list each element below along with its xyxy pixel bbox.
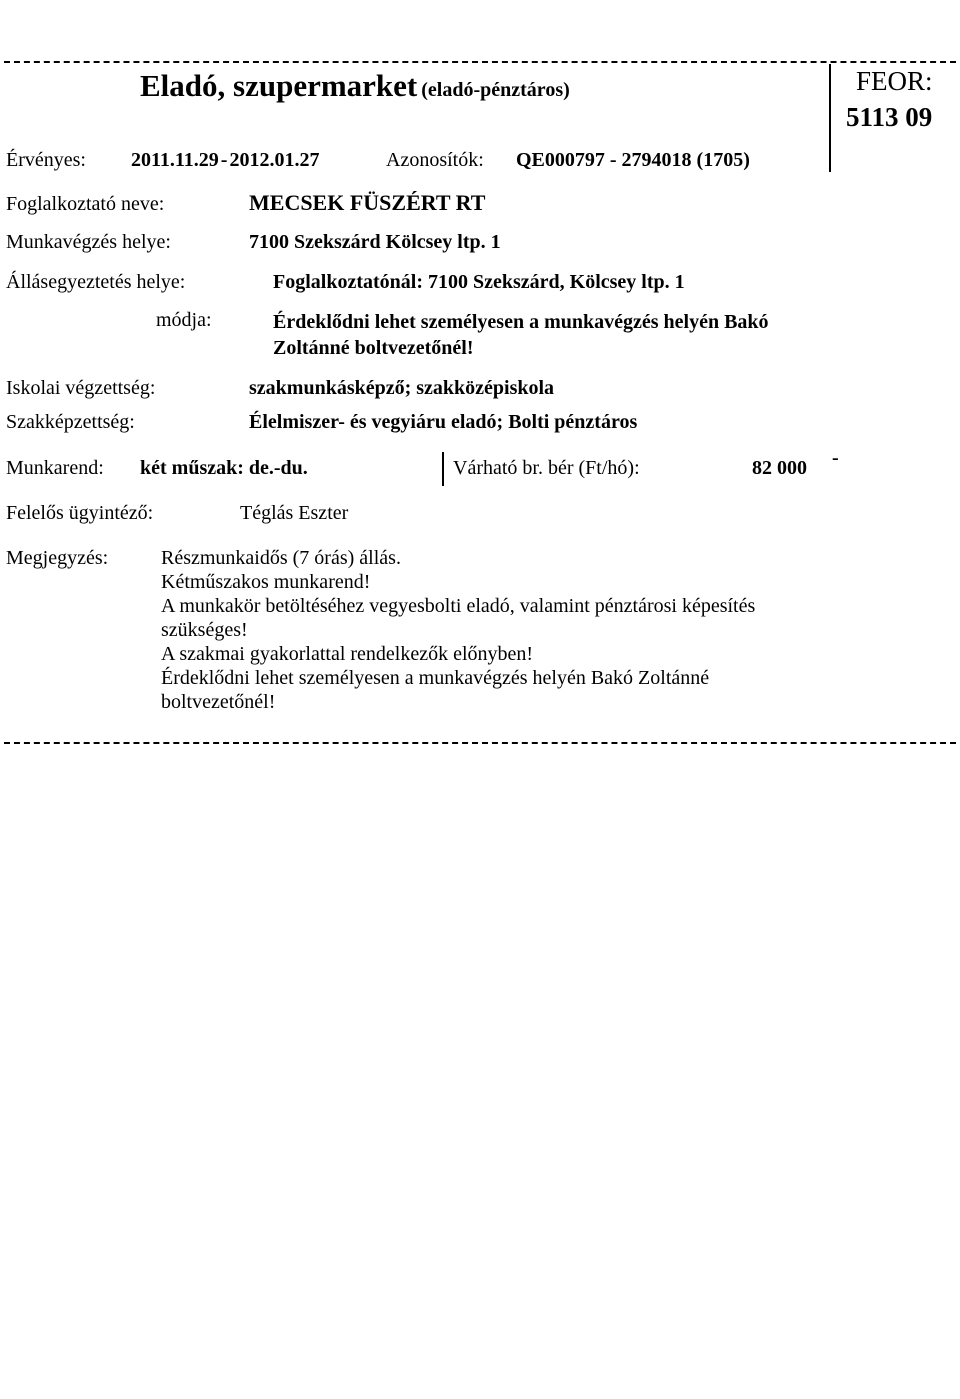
interview-method-line-1: Érdeklődni lehet személyesen a munkavégzés helyén Bakó bbox=[273, 311, 769, 333]
top-dashed-separator bbox=[4, 61, 956, 63]
feor-label: FEOR: bbox=[856, 66, 933, 96]
validity-dates bbox=[131, 150, 319, 170]
interview-method-line-2: Zoltánné boltvezetőnél! bbox=[273, 337, 474, 359]
school-label: Iskolai végzettség: bbox=[6, 377, 156, 399]
interview-method-label: módja: bbox=[156, 309, 212, 331]
salary-dash: - bbox=[832, 447, 839, 469]
employer-name: MECSEK FÜSZÉRT RT bbox=[249, 190, 486, 215]
contact-name: Téglás Eszter bbox=[240, 502, 349, 524]
salary-label: Várható br. bér (Ft/hó): bbox=[453, 457, 640, 479]
interview-place-label: Állásegyeztetés helye: bbox=[6, 271, 186, 293]
bottom-dashed-separator bbox=[4, 742, 956, 744]
employer-name-label: Foglalkoztató neve: bbox=[6, 193, 165, 215]
identifiers-label: Azonosítók: bbox=[386, 149, 484, 171]
validity-from: 2011.11.29 bbox=[131, 149, 219, 171]
job-title-suffix: (eladó-pénztáros) bbox=[421, 79, 570, 101]
validity-separator: - bbox=[220, 149, 228, 171]
job-title-row bbox=[140, 70, 570, 101]
contact-label: Felelős ügyintéző: bbox=[6, 502, 154, 524]
workplace-value: 7100 Szekszárd Kölcsey ltp. 1 bbox=[249, 231, 501, 253]
workplace-label: Munkavégzés helye: bbox=[6, 231, 171, 253]
identifiers-value: QE000797 - 2794018 (1705) bbox=[516, 149, 750, 171]
school-value: szakmunkásképző; szakközépiskola bbox=[249, 377, 555, 399]
note-line: Érdeklődni lehet személyesen a munkavégzés helyén Bakó Zoltánné bbox=[161, 667, 710, 689]
notes-body bbox=[161, 546, 755, 714]
schedule-label: Munkarend: bbox=[6, 457, 104, 479]
feor-divider bbox=[829, 64, 831, 172]
note-line: A szakmai gyakorlattal rendelkezők előnyben! bbox=[161, 643, 534, 665]
interview-place-value: Foglalkoztatónál: 7100 Szekszárd, Kölcsey ltp. 1 bbox=[273, 271, 685, 293]
salary-divider bbox=[442, 452, 444, 486]
feor-code: 5113 09 bbox=[846, 102, 933, 132]
note-line: A munkakör betöltéséhez vegyesbolti eladó, valamint pénztárosi képesítés bbox=[161, 595, 756, 617]
validity-label: Érvényes: bbox=[6, 149, 86, 171]
qualification-value: Élelmiszer- és vegyiáru eladó; Bolti pénztáros bbox=[249, 411, 638, 433]
note-line: Kétműszakos munkarend! bbox=[161, 571, 371, 593]
job-title: Eladó, szupermarket bbox=[140, 68, 418, 103]
note-line: boltvezetőnél! bbox=[161, 691, 276, 713]
note-line: Részmunkaidős (7 órás) állás. bbox=[161, 547, 401, 569]
schedule-value: két műszak: de.-du. bbox=[140, 457, 308, 479]
notes-label: Megjegyzés: bbox=[6, 547, 109, 569]
qualification-label: Szakképzettség: bbox=[6, 411, 135, 433]
note-line: szükséges! bbox=[161, 619, 248, 641]
salary-value: 82 000 bbox=[752, 457, 807, 479]
validity-to: 2012.01.27 bbox=[229, 149, 320, 171]
